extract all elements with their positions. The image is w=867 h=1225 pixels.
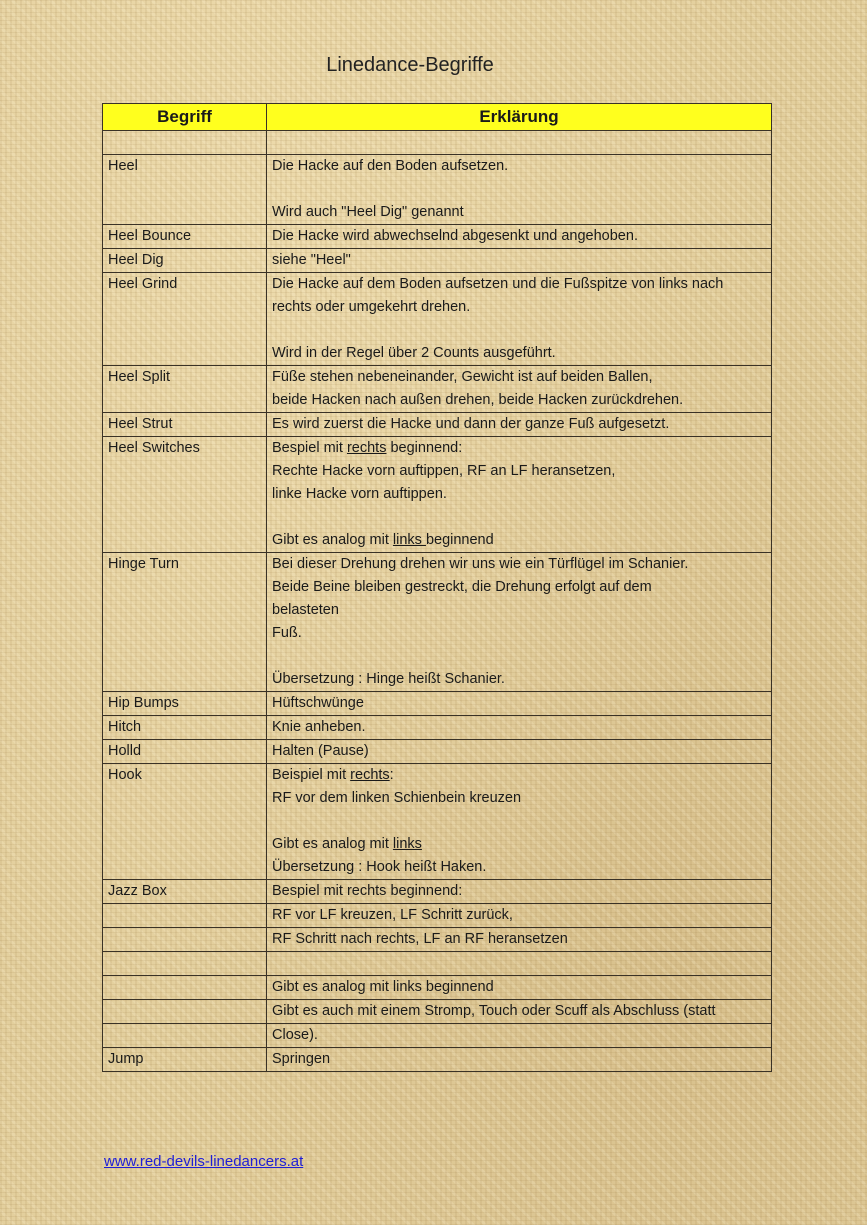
explanation-line <box>272 1048 767 1071</box>
explanation-cell <box>267 740 772 764</box>
explanation-line <box>272 296 767 319</box>
explanation-line <box>272 833 767 856</box>
table-row <box>103 413 772 437</box>
explanation-line <box>272 460 767 483</box>
underlined-text: links <box>392 532 426 548</box>
explanation-line <box>272 740 767 763</box>
text-segment: Die Hacke auf dem Boden aufsetzen und die Fußspitze von links nach <box>272 276 724 292</box>
explanation-line <box>272 576 767 599</box>
text-segment: Wird auch "Heel Dig" genannt <box>272 204 464 220</box>
text-segment: Knie anheben. <box>272 719 366 735</box>
table-row <box>103 1048 772 1072</box>
text-segment: Füße stehen nebeneinander, Gewicht ist auf beiden Ballen, <box>272 369 653 385</box>
table-row <box>103 880 772 904</box>
terms-table <box>102 103 772 1072</box>
table-row <box>103 904 772 928</box>
explanation-line <box>272 155 767 178</box>
text-segment: Bei dieser Drehung drehen wir uns wie ein Türflügel im Schanier. <box>272 556 689 572</box>
term-cell: Hook <box>103 764 267 880</box>
term-cell: Heel Bounce <box>103 225 267 249</box>
explanation-line <box>272 483 767 506</box>
term-cell: Heel Grind <box>103 273 267 366</box>
term-cell: Heel Dig <box>103 249 267 273</box>
explanation-line <box>272 553 767 576</box>
explanation-line <box>272 389 767 412</box>
term-cell <box>103 952 267 976</box>
underlined-text: links <box>392 836 422 852</box>
explanation-line <box>272 787 767 810</box>
text-segment: Gibt es analog mit links beginnend <box>272 979 494 995</box>
term-cell <box>103 1000 267 1024</box>
explanation-line <box>272 928 767 951</box>
explanation-cell <box>267 880 772 904</box>
explanation-line <box>272 668 767 691</box>
explanation-cell <box>267 928 772 952</box>
explanation-cell <box>267 437 772 553</box>
underlined-text: rechts <box>346 440 387 456</box>
explanation-cell <box>267 764 772 880</box>
table-row <box>103 437 772 553</box>
table-row <box>103 716 772 740</box>
explanation-line <box>272 342 767 365</box>
table-row <box>103 553 772 692</box>
header-term: Begriff <box>103 104 267 131</box>
text-segment: Beide Beine bleiben gestreckt, die Drehung erfolgt auf dem <box>272 579 652 595</box>
term-cell <box>103 928 267 952</box>
term-cell: Heel Strut <box>103 413 267 437</box>
text-segment: Übersetzung : Hinge heißt Schanier. <box>272 671 505 687</box>
explanation-line <box>272 716 767 739</box>
table-row <box>103 1000 772 1024</box>
text-segment: Hüftschwünge <box>272 695 364 711</box>
terms-body <box>103 131 772 1072</box>
explanation-line <box>272 692 767 715</box>
table-row <box>103 1024 772 1048</box>
text-segment: Übersetzung : Hook heißt Haken. <box>272 859 487 875</box>
text-segment: Wird in der Regel über 2 Counts ausgeführt. <box>272 345 556 361</box>
explanation-line <box>272 810 767 833</box>
explanation-line <box>272 599 767 622</box>
term-cell: Holld <box>103 740 267 764</box>
explanation-line <box>272 319 767 342</box>
explanation-cell <box>267 155 772 225</box>
explanation-line <box>272 201 767 224</box>
text-segment: Halten (Pause) <box>272 743 369 759</box>
table-row <box>103 273 772 366</box>
table-row <box>103 740 772 764</box>
explanation-cell <box>267 131 772 155</box>
header-explanation: Erklärung <box>267 104 772 131</box>
page-title: Linedance-Begriffe <box>326 54 494 76</box>
text-segment: Gibt es analog mit <box>272 836 393 852</box>
table-row <box>103 155 772 225</box>
term-cell: Heel Split <box>103 366 267 413</box>
text-segment: RF Schritt nach rechts, LF an RF heransetzen <box>272 931 568 947</box>
table-row <box>103 976 772 1000</box>
table-row <box>103 225 772 249</box>
underlined-text: rechts <box>350 767 390 783</box>
text-segment: Fuß. <box>272 625 302 641</box>
explanation-cell <box>267 692 772 716</box>
term-cell: Hitch <box>103 716 267 740</box>
table-row <box>103 249 772 273</box>
explanation-line <box>272 273 767 296</box>
text-segment: Rechte Hacke vorn auftippen, RF an LF heransetzen, <box>272 463 616 479</box>
table-row <box>103 366 772 413</box>
term-cell <box>103 904 267 928</box>
explanation-cell <box>267 553 772 692</box>
text-segment: RF vor LF kreuzen, LF Schritt zurück, <box>272 907 513 923</box>
term-cell <box>103 976 267 1000</box>
text-segment: belasteten <box>272 602 339 618</box>
explanation-line <box>272 976 767 999</box>
text-segment: Bespiel mit rechts beginnend: <box>272 883 463 899</box>
table-row <box>103 764 772 880</box>
explanation-line <box>272 225 767 248</box>
text-segment: Beispiel mit <box>272 767 351 783</box>
table-row <box>103 952 772 976</box>
explanation-cell <box>267 1000 772 1024</box>
explanation-line <box>272 413 767 436</box>
text-segment: beide Hacken nach außen drehen, beide Hacken zurückdrehen. <box>272 392 684 408</box>
explanation-line <box>272 764 767 787</box>
explanation-line <box>272 622 767 645</box>
explanation-cell <box>267 366 772 413</box>
text-segment: RF vor dem linken Schienbein kreuzen <box>272 790 522 806</box>
text-segment: Bespiel mit <box>272 440 347 456</box>
explanation-line <box>272 856 767 879</box>
text-segment: siehe "Heel" <box>272 252 351 268</box>
text-segment: rechts oder umgekehrt drehen. <box>272 299 471 315</box>
term-cell: Hinge Turn <box>103 553 267 692</box>
text-segment: Die Hacke wird abwechselnd abgesenkt und angehoben. <box>272 228 638 244</box>
term-cell: Hip Bumps <box>103 692 267 716</box>
text-segment: Close). <box>272 1027 318 1043</box>
text-segment: Gibt es analog mit <box>272 532 393 548</box>
explanation-line <box>272 904 767 927</box>
explanation-line <box>272 529 767 552</box>
text-segment: Die Hacke auf den Boden aufsetzen. <box>272 158 509 174</box>
explanation-line <box>272 645 767 668</box>
explanation-line <box>272 366 767 389</box>
term-cell: Jump <box>103 1048 267 1072</box>
table-row <box>103 928 772 952</box>
explanation-line <box>272 178 767 201</box>
explanation-cell <box>267 976 772 1000</box>
text-segment: beginnend: <box>386 440 463 456</box>
text-segment: : <box>389 767 394 783</box>
explanation-cell <box>267 904 772 928</box>
table-row <box>103 692 772 716</box>
website-link[interactable]: www.red-devils-linedancers.at <box>104 1153 304 1170</box>
text-segment: Es wird zuerst die Hacke und dann der ganze Fuß aufgesetzt. <box>272 416 670 432</box>
explanation-cell <box>267 1024 772 1048</box>
term-cell <box>103 131 267 155</box>
explanation-cell <box>267 249 772 273</box>
table-header-row <box>103 104 772 131</box>
text-segment: linke Hacke vorn auftippen. <box>272 486 447 502</box>
explanation-cell <box>267 716 772 740</box>
explanation-line <box>272 1024 767 1047</box>
explanation-cell <box>267 225 772 249</box>
term-cell <box>103 1024 267 1048</box>
term-cell: Heel Switches <box>103 437 267 553</box>
explanation-line <box>272 249 767 272</box>
explanation-cell <box>267 273 772 366</box>
explanation-line <box>272 506 767 529</box>
text-segment: Gibt es auch mit einem Stromp, Touch oder Scuff als Abschluss (statt <box>272 1003 716 1019</box>
explanation-cell <box>267 413 772 437</box>
explanation-cell <box>267 952 772 976</box>
text-segment: beginnend <box>425 532 494 548</box>
explanation-line <box>272 880 767 903</box>
explanation-cell <box>267 1048 772 1072</box>
term-cell: Heel <box>103 155 267 225</box>
term-cell: Jazz Box <box>103 880 267 904</box>
explanation-line <box>272 437 767 460</box>
explanation-line <box>272 1000 767 1023</box>
text-segment: Springen <box>272 1051 331 1067</box>
table-row <box>103 131 772 155</box>
